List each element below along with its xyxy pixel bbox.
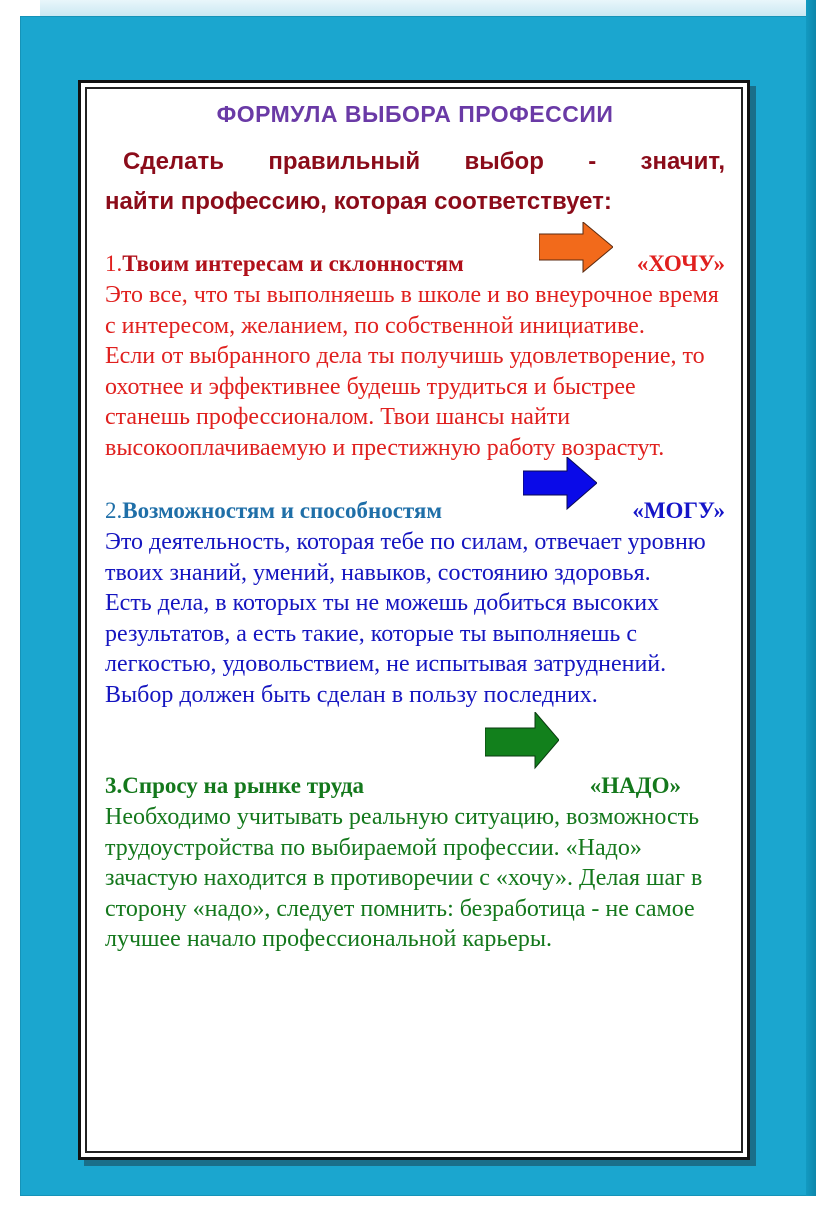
poster-content xyxy=(105,101,725,955)
section-keyword: «НАДО» xyxy=(589,773,681,798)
section-heading xyxy=(105,248,725,280)
section-keyword: «ХОЧУ» xyxy=(636,251,725,276)
arrow-right-icon xyxy=(523,457,597,515)
section-paragraph: Это все, что ты выполняешь в школе и во внеурочное время с интересом, желанием, по собственной инициативе. xyxy=(105,282,719,339)
section-label: Возможностям и способностям xyxy=(122,498,443,523)
section-label: Твоим интересам и склонностям xyxy=(122,251,464,276)
section-heading xyxy=(105,770,725,802)
section-paragraph: Это деятельность, которая тебе по силам, отвечает уровню твоих знаний, умений, навыков, состоянию здоровья. xyxy=(105,529,706,586)
arrow-right-icon xyxy=(539,222,613,280)
arrow-right-icon xyxy=(485,712,559,772)
intro-line-2: найти профессию, которая соответствует: xyxy=(105,188,612,215)
page-title: ФОРМУЛА ВЫБОРА ПРОФЕССИИ xyxy=(216,101,614,127)
section-number: 2. xyxy=(105,498,123,523)
section-label: Спросу на рынке труда xyxy=(122,773,364,798)
poster-sheet xyxy=(78,80,750,1160)
section-number: 3. xyxy=(105,773,123,798)
section-keyword: «МОГУ» xyxy=(632,498,725,523)
intro-line-1: Сделать правильный выбор - значит, xyxy=(123,148,725,175)
section-number: 1. xyxy=(105,251,123,276)
intro-text xyxy=(105,142,725,222)
section-heading xyxy=(105,495,725,527)
section-can xyxy=(105,495,725,710)
board-side-edge xyxy=(806,0,816,1196)
section-want xyxy=(105,248,725,463)
section-paragraph: Необходимо учитывать реальную ситуацию, возможность трудоустройства по выбираемой профессии. «Надо» зачастую находится в противоречии с «хочу». Делая шаг в сторону «надо», следует помнить: безработица - не самое лучшее начало профессиональной карьеры. xyxy=(105,804,703,952)
section-need xyxy=(105,770,725,955)
section-paragraph: Есть дела, в которых ты не можешь добиться высоких результатов, а есть такие, которые ты выполняешь с легкостью, удовольствием, не испытывая затруднений. Выбор должен быть сделан в пользу последних. xyxy=(105,590,667,708)
section-paragraph: Если от выбранного дела ты получишь удовлетворение, то охотнее и эффективнее будешь трудиться и быстрее станешь профессионалом. Твои шансы найти высокооплачиваемую и престижную работу возрастут. xyxy=(105,343,705,461)
